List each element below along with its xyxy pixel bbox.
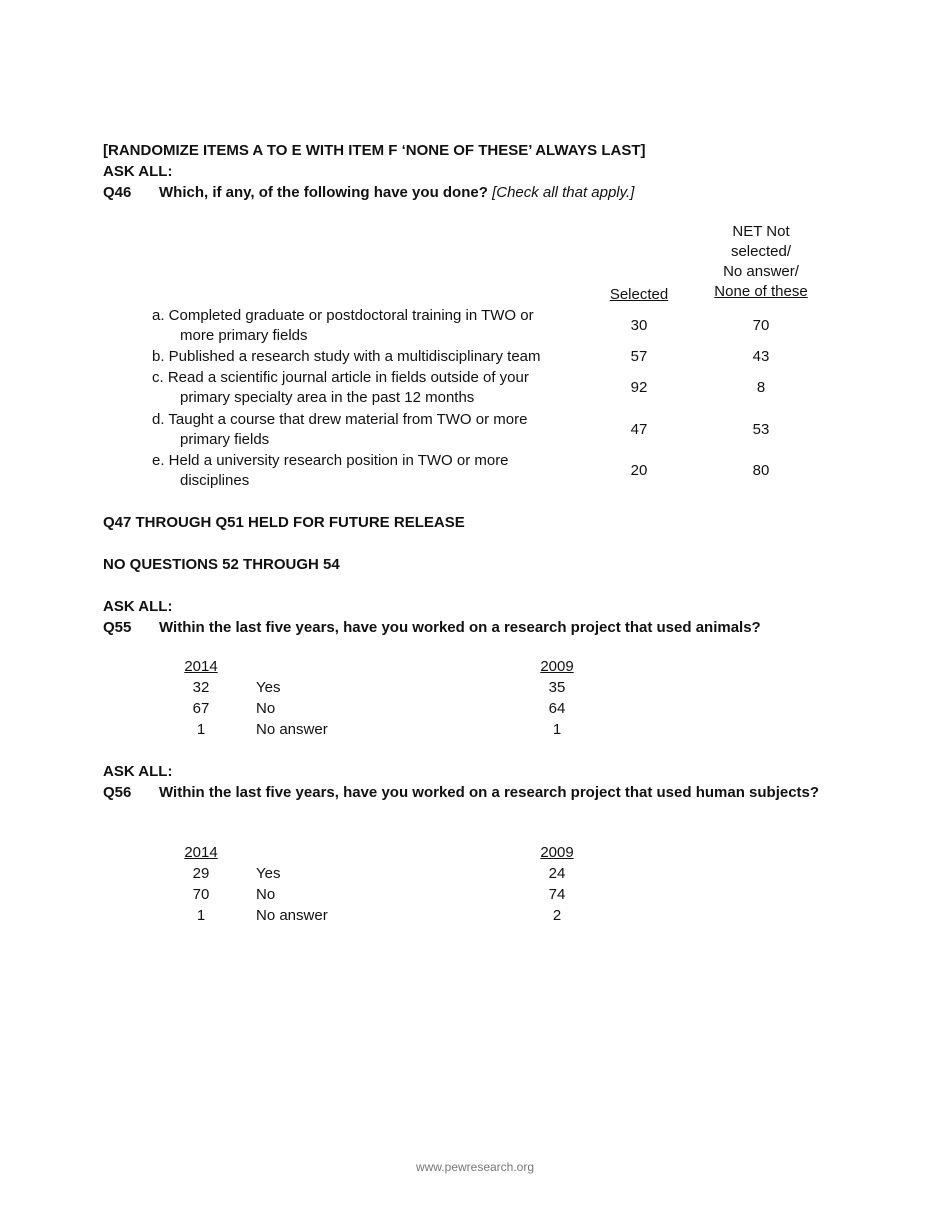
- value-2014: 70: [192, 886, 210, 903]
- question-number: Q55: [103, 619, 132, 636]
- net-header-line: None of these: [714, 283, 808, 300]
- net-value: 53: [752, 421, 770, 438]
- selected-value: 30: [630, 317, 648, 334]
- net-header-line: NET Not: [732, 223, 790, 240]
- selected-value: 92: [630, 379, 648, 396]
- value-2014: 1: [196, 721, 206, 738]
- value-2014: 1: [196, 907, 206, 924]
- value-2014: 29: [192, 865, 210, 882]
- randomize-note: [RANDOMIZE ITEMS A TO E WITH ITEM F ‘NONE OF THESE’ ALWAYS LAST]: [103, 142, 646, 159]
- year-header: 2014: [184, 658, 218, 675]
- value-2009: 74: [548, 886, 566, 903]
- question-text: Within the last five years, have you worked on a research project that used animals?: [159, 619, 761, 636]
- net-value: 70: [752, 317, 770, 334]
- item-label-cont: primary fields: [180, 431, 270, 448]
- item-label-cont: disciplines: [180, 472, 250, 489]
- net-value: 8: [756, 379, 766, 396]
- net-header: [700, 222, 822, 302]
- footer-url: www.pewresearch.org: [415, 1160, 535, 1174]
- ask-all-label: ASK ALL:: [103, 163, 173, 180]
- ask-all-label: ASK ALL:: [103, 763, 173, 780]
- item-label: a. Completed graduate or postdoctoral training in TWO or: [152, 307, 534, 324]
- selected-value: 20: [630, 462, 648, 479]
- item-label: d. Taught a course that drew material from TWO or more: [152, 411, 528, 428]
- question-number: Q46: [103, 184, 132, 201]
- table-row: [152, 410, 572, 450]
- item-label: c. Read a scientific journal article in fields outside of your: [152, 369, 529, 386]
- question-number: Q56: [103, 784, 132, 801]
- item-label-cont: primary specialty area in the past 12 months: [180, 389, 475, 406]
- value-2009: 2: [552, 907, 562, 924]
- net-header-line: No answer/: [723, 263, 799, 280]
- table-row: [152, 368, 572, 408]
- response-label: Yes: [256, 865, 281, 882]
- selected-value: 47: [630, 421, 648, 438]
- value-2009: 24: [548, 865, 566, 882]
- item-label: e. Held a university research position in TWO or more: [152, 452, 509, 469]
- item-label: b. Published a research study with a multidisciplinary team: [152, 348, 541, 365]
- response-label: No: [256, 700, 276, 717]
- no-questions-note: NO QUESTIONS 52 THROUGH 54: [103, 556, 340, 573]
- question-text: Within the last five years, have you worked on a research project that used human subjects?: [159, 784, 820, 801]
- question-instruction: [Check all that apply.]: [492, 184, 635, 201]
- table-row: [152, 306, 572, 346]
- question-text-main: Which, if any, of the following have you done?: [159, 184, 488, 201]
- value-2009: 35: [548, 679, 566, 696]
- ask-all-label: ASK ALL:: [103, 598, 173, 615]
- year-header: 2009: [540, 844, 574, 861]
- selected-value: 57: [630, 348, 648, 365]
- net-value: 43: [752, 348, 770, 365]
- table-row: [152, 347, 572, 367]
- item-label-cont: more primary fields: [180, 327, 308, 344]
- value-2014: 32: [192, 679, 210, 696]
- value-2009: 1: [552, 721, 562, 738]
- response-label: No answer: [256, 721, 328, 738]
- held-note: Q47 THROUGH Q51 HELD FOR FUTURE RELEASE: [103, 514, 465, 531]
- year-header: 2014: [184, 844, 218, 861]
- net-value: 80: [752, 462, 770, 479]
- value-2014: 67: [192, 700, 210, 717]
- table-row: [152, 451, 572, 491]
- value-2009: 64: [548, 700, 566, 717]
- net-header-line: selected/: [730, 243, 792, 260]
- response-label: No: [256, 886, 276, 903]
- response-label: Yes: [256, 679, 281, 696]
- selected-header: Selected: [609, 286, 669, 303]
- response-label: No answer: [256, 907, 328, 924]
- question-text: [159, 183, 634, 203]
- year-header: 2009: [540, 658, 574, 675]
